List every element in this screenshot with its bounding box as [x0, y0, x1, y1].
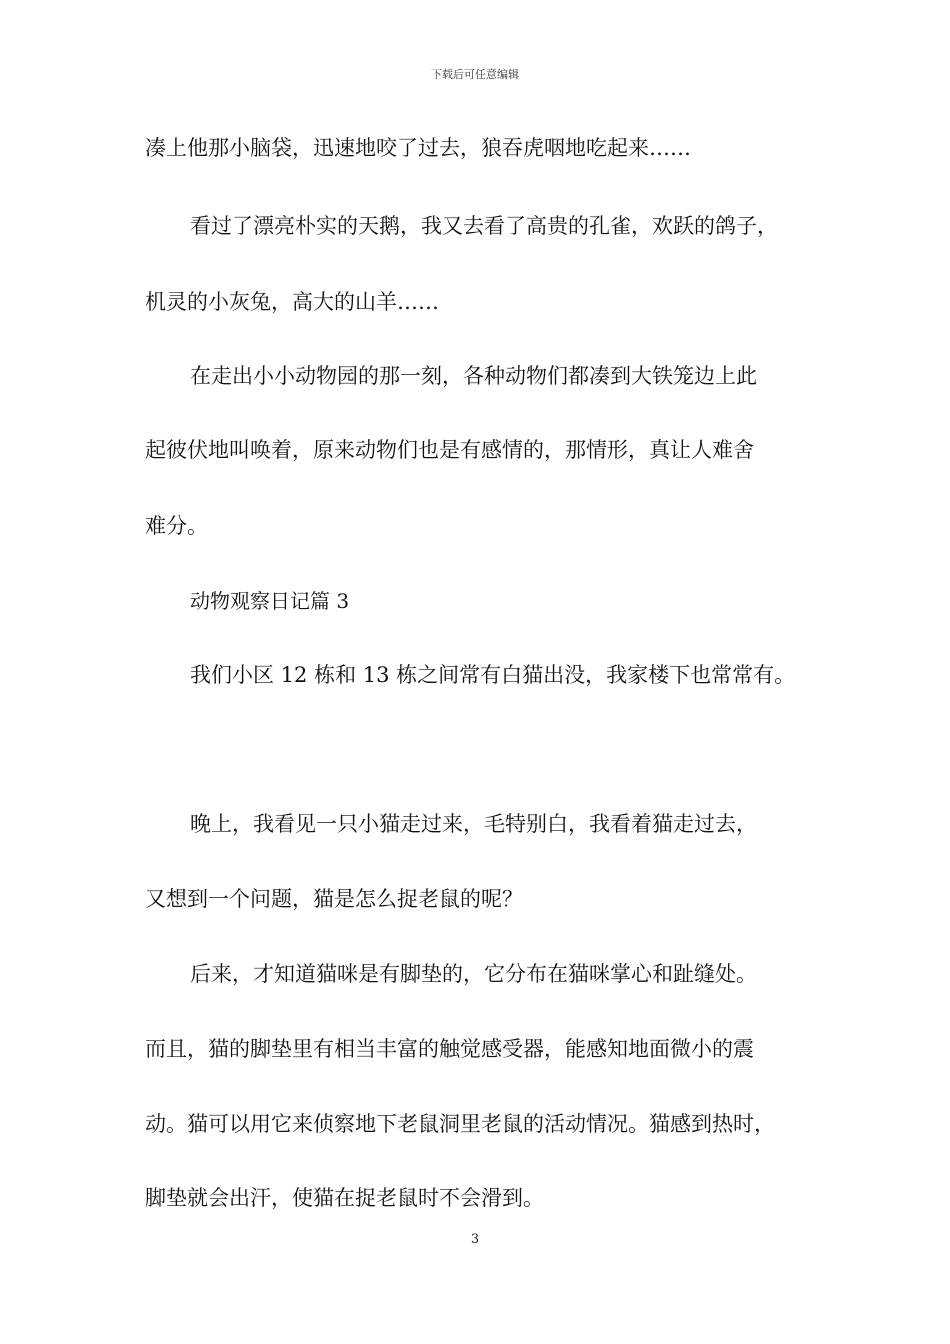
paragraph-line: 起彼伏地叫唤着，原来动物们也是有感情的，那情形，真让人难舍 — [145, 438, 754, 462]
paragraph-line: 难分。 — [145, 514, 208, 538]
paragraph-line: 脚垫就会出汗，使猫在捉老鼠时不会滑到。 — [145, 1186, 544, 1210]
paragraph-line: 又想到一个问题，猫是怎么捉老鼠的呢？ — [145, 887, 523, 911]
paragraph-line: 动。猫可以用它来侦察地下老鼠洞里老鼠的活动情况。猫感到热时， — [145, 1112, 775, 1136]
page-header: 下载后可任意编辑 — [431, 68, 519, 81]
paragraph-line: 凑上他那小脑袋，迅速地咬了过去，狼吞虎咽地吃起来…… — [145, 136, 691, 160]
paragraph-line: 我们小区 12 栋和 13 栋之间常有白猫出没，我家楼下也常常有。 — [190, 663, 796, 687]
paragraph-line: 晚上，我看见一只小猫走过来，毛特别白，我看着猫走过去， — [190, 812, 757, 836]
paragraph-line: 在走出小小动物园的那一刻，各种动物们都凑到大铁笼边上此 — [190, 364, 757, 388]
paragraph-line: 机灵的小灰兔，高大的山羊…… — [145, 290, 439, 314]
paragraph-line: 看过了漂亮朴实的天鹅，我又去看了高贵的孔雀，欢跃的鸽子， — [190, 214, 778, 238]
paragraph-line: 后来，才知道猫咪是有脚垫的，它分布在猫咪掌心和趾缝处。 — [190, 962, 757, 986]
paragraph-line: 而且，猫的脚垫里有相当丰富的触觉感受器，能感知地面微小的震 — [145, 1037, 754, 1061]
page-number: 3 — [470, 1232, 480, 1247]
section-heading: 动物观察日记篇 3 — [190, 589, 350, 613]
